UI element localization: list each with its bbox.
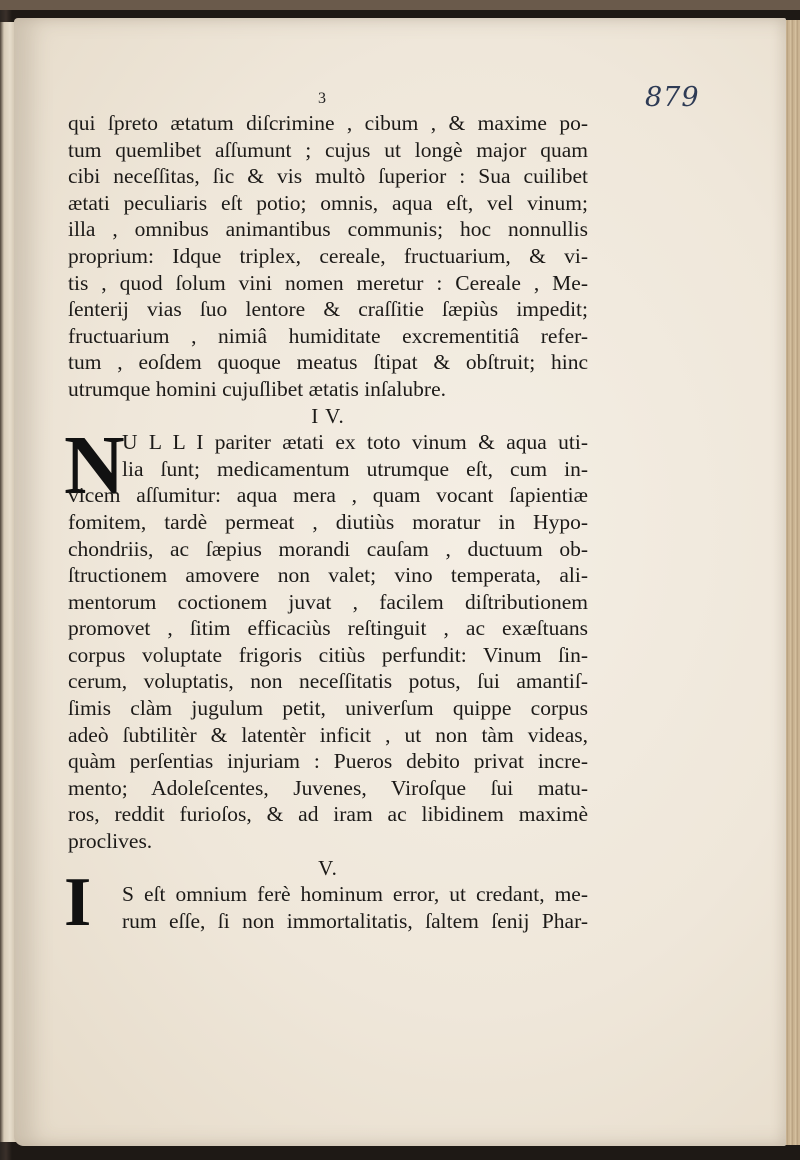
text-line: qui ſpreto ætatum diſcrimine , cibum , & maxime po- <box>68 111 588 135</box>
text-line: tum quemlibet aſſumunt ; cujus ut longè major quam <box>68 137 588 162</box>
text-body <box>68 110 588 934</box>
cover-top-strip <box>0 0 800 10</box>
text-line: proprium: Idque triplex, cereale, fructuarium, & vi- <box>68 243 588 268</box>
signature-mark: 3 <box>318 90 326 107</box>
text-line: mentorum coctionem juvat , facilem diſtributionem <box>68 589 588 614</box>
text-line: rum eſſe, ſi non immortalitatis, ſaltem ſenij Phar- <box>122 908 588 933</box>
text-line: ſimis clàm jugulum petit, univerſum quippe corpus <box>68 696 588 721</box>
section-heading: I V. <box>311 403 345 428</box>
text-line: adeò ſubtilitèr & latentèr inficit , ut non tàm videas, <box>68 722 588 747</box>
text-line: fructuarium , nimiâ humiditate excrementitiâ refer- <box>68 323 588 348</box>
text-line: cibi neceſſitas, ſic & vis multò ſuperior : Sua cuilibet <box>68 164 588 189</box>
text-line: quàm perſentias injuriam : Pueros debito privat incre- <box>68 749 588 774</box>
text-line: illa , omnibus animantibus communis; hoc nonnullis <box>68 217 588 242</box>
text-line: chondriis, ac ſæpius morandi cauſam , ductuum ob- <box>68 536 588 561</box>
drop-cap-n: N <box>64 419 125 512</box>
text-line: fomitem, tardè permeat , diutiùs moratur in Hypo- <box>68 509 588 534</box>
text-line: corpus voluptate frigoris citiùs perfundit: Vinum ſin- <box>68 642 588 667</box>
text-line: U L L I pariter ætati ex toto vinum & aqua uti- <box>122 430 588 455</box>
text-line: S eſt omnium ferè hominum error, ut credant, me- <box>122 882 588 907</box>
text-line: lia ſunt; medicamentum utrumque eſt, cum in- <box>122 456 588 481</box>
text-line: mento; Adoleſcentes, Juvenes, Viroſque ſui matu- <box>68 775 588 800</box>
text-line: ſtructionem amovere non valet; vino temperata, ali- <box>68 563 588 588</box>
drop-cap-i: I <box>64 864 92 941</box>
text-line: tum , eoſdem quoque meatus ſtipat & obſtruit; hinc <box>68 350 588 375</box>
text-line: ſenterij vias ſuo lentore & craſſitie ſæpiùs impedit; <box>68 297 588 322</box>
text-line: utrumque homini cujuſlibet ætatis inſalubre. <box>68 376 446 401</box>
text-line: proclives. <box>68 829 153 854</box>
text-line: vicem aſſumitur: aqua mera , quam vocant ſapientiæ <box>68 483 588 508</box>
page-number: 879 <box>645 82 700 113</box>
text-line: promovet , ſitim efficaciùs reſtinguit , ac exæſtuans <box>68 616 588 641</box>
section-heading: V. <box>318 855 338 880</box>
text-line: ætati peculiaris eſt potio; omnis, aqua eſt, vel vinum; <box>68 190 588 215</box>
text-line: ros, reddit furioſos, & ad iram ac libidinem maximè <box>68 802 588 827</box>
text-line: cerum, voluptatis, non neceſſitatis potus, ſui amantiſ- <box>68 669 588 694</box>
text-line: tis , quod ſolum vini nomen meretur : Cereale , Me- <box>68 270 588 295</box>
